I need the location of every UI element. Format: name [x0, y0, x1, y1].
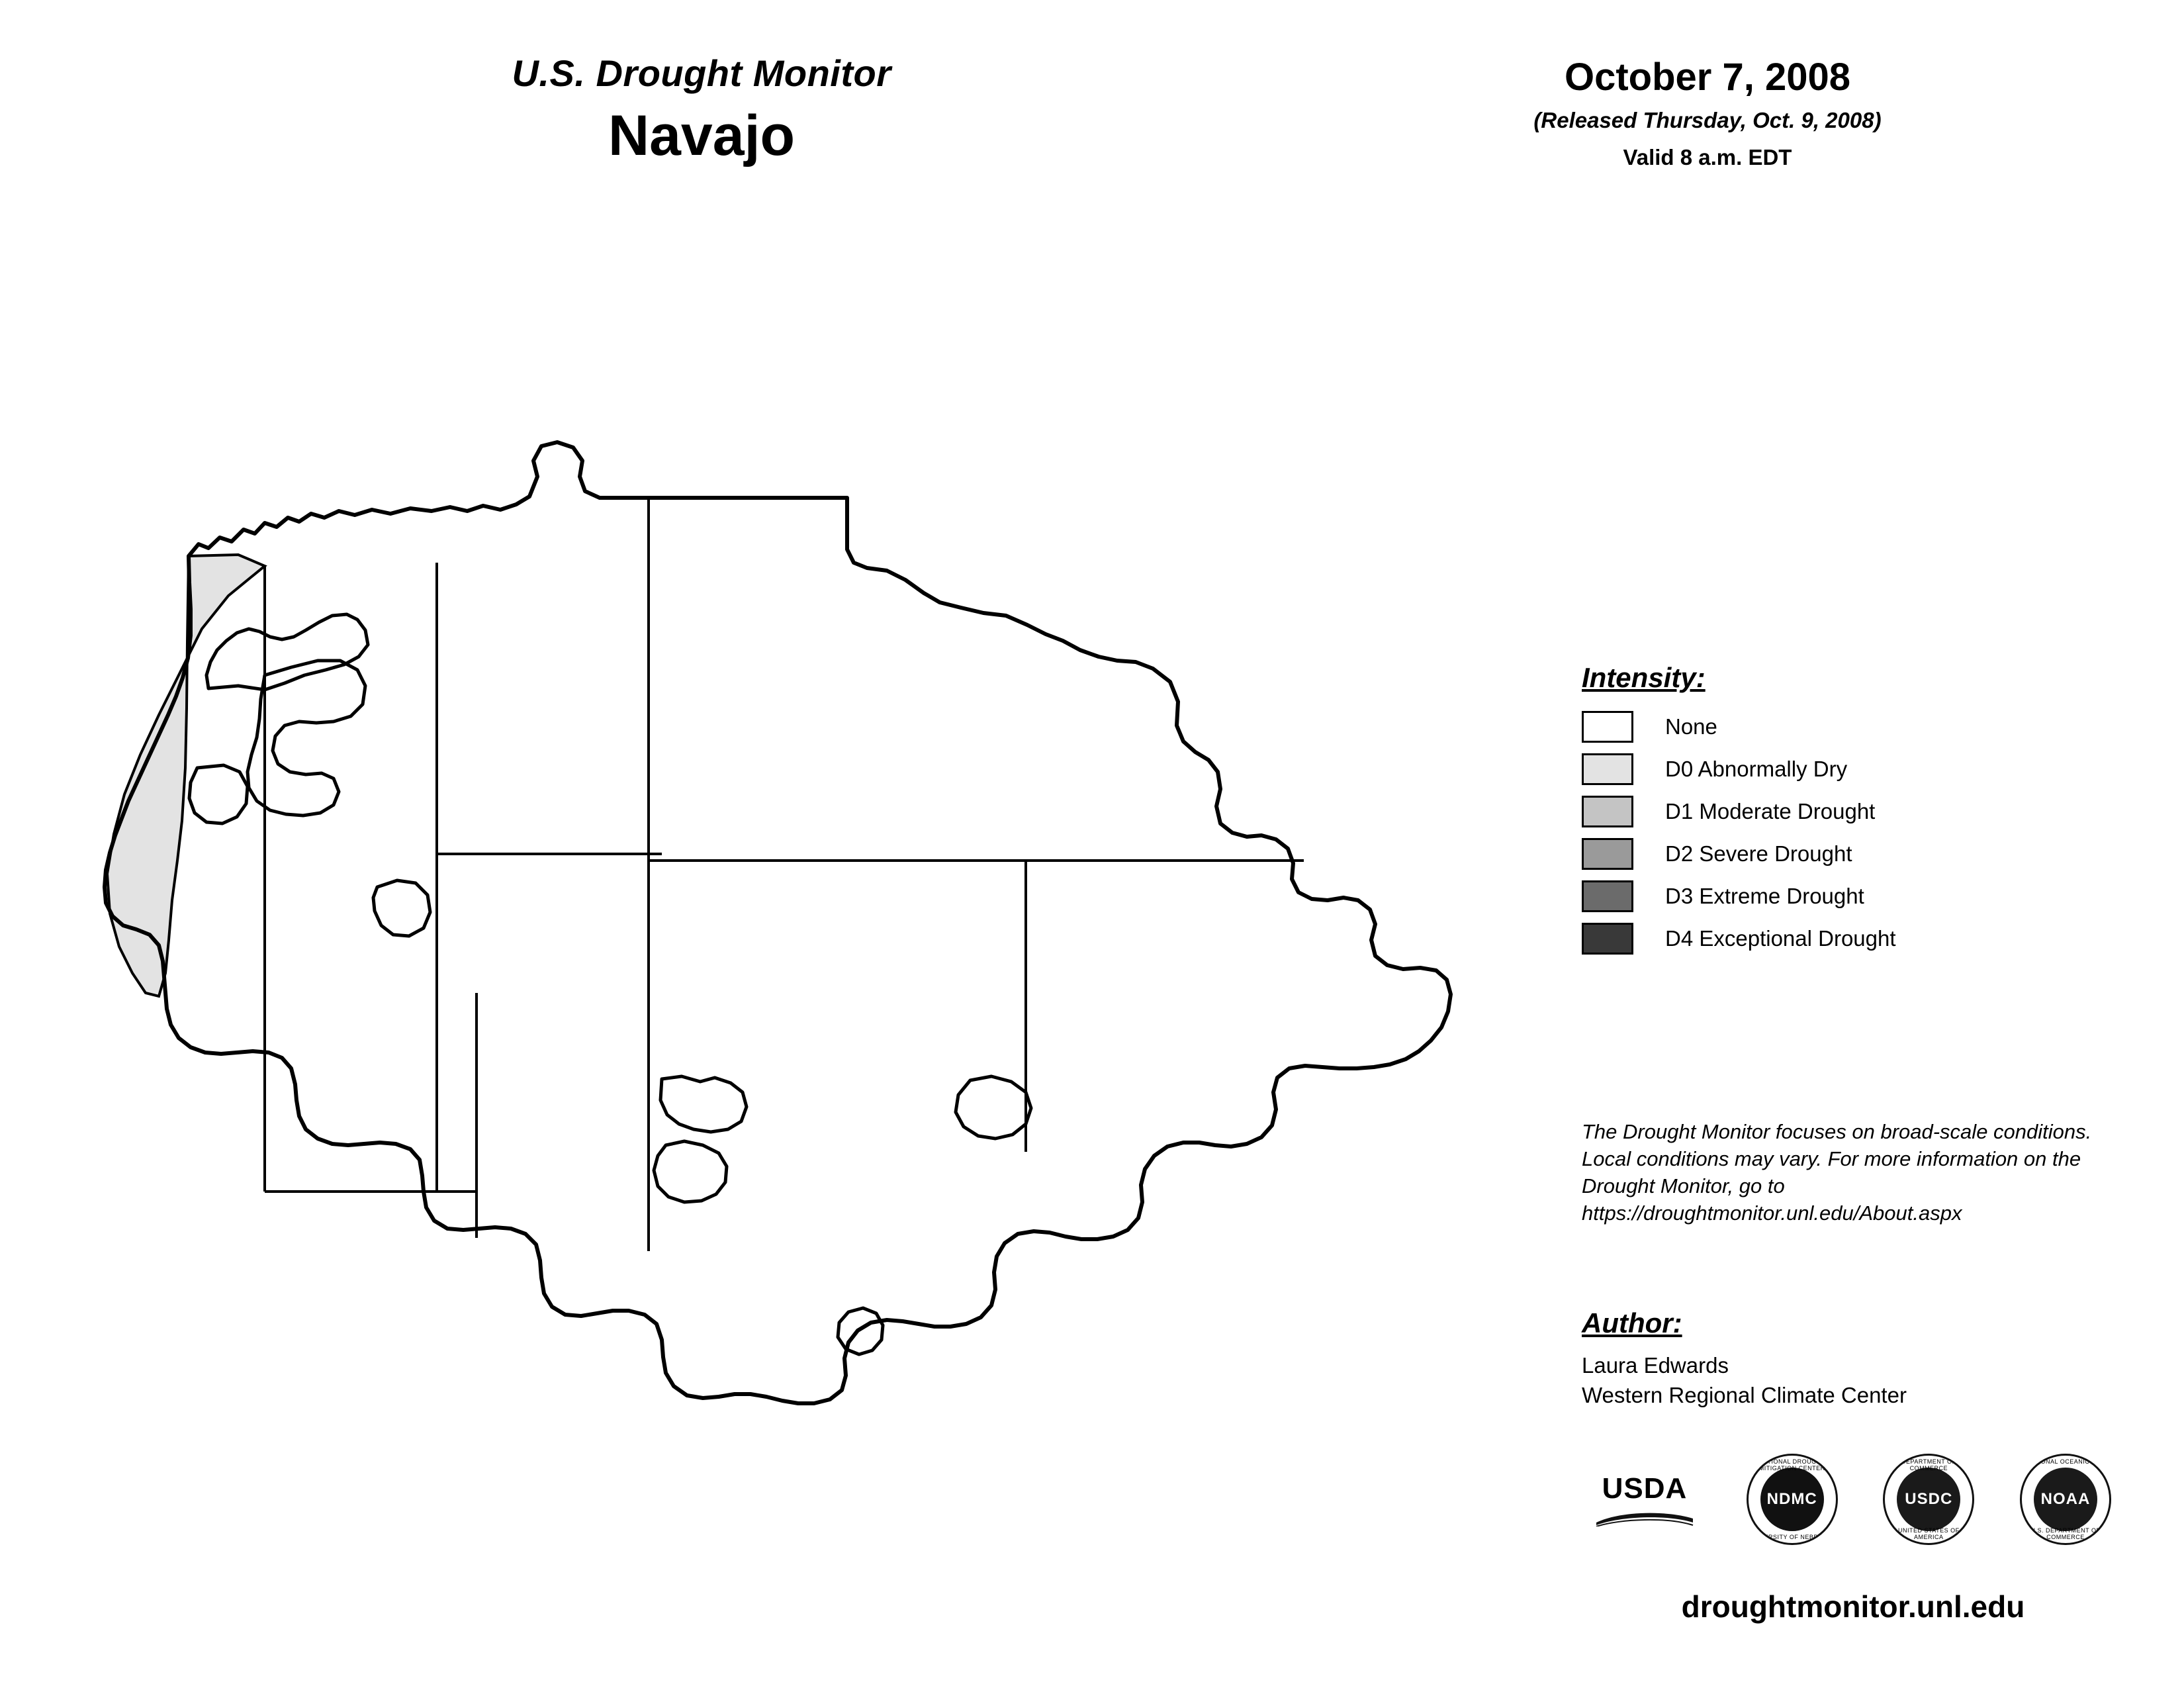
disclaimer-text: The Drought Monitor focuses on broad-scale conditions. Local conditions may vary. For more information on the Drought Monitor, go to https://droughtmonitor.unl.edu/About.aspx: [1582, 1120, 2092, 1225]
legend: [1582, 662, 2105, 965]
valid-time: Valid 8 a.m. EDT: [1623, 144, 1792, 169]
legend-label-d0: D0 Abnormally Dry: [1665, 757, 1848, 781]
legend-item-d4: [1582, 923, 2105, 955]
author-affiliation: Western Regional Climate Center: [1582, 1382, 1907, 1407]
ndmc-logo: [1747, 1454, 1838, 1545]
legend-item-d0: [1582, 753, 2105, 785]
usdc-logo-text: USDC: [1897, 1468, 1960, 1531]
map-title-block: [371, 53, 1032, 165]
noaa-logo-text: NOAA: [2034, 1468, 2097, 1531]
usdc-logo: [1883, 1454, 1974, 1545]
author-name: Laura Edwards: [1582, 1353, 1729, 1378]
usda-logo-text: USDA: [1602, 1472, 1688, 1505]
legend-swatch-d4: [1582, 923, 1633, 955]
legend-swatch-d2: [1582, 838, 1633, 870]
legend-swatch-d0: [1582, 753, 1633, 785]
sub-region-outlines: [189, 614, 430, 936]
legend-swatch-d1: [1582, 796, 1633, 827]
legend-item-d3: [1582, 880, 2105, 912]
region-outline: [105, 442, 1451, 1403]
map-svg: [66, 397, 1509, 1523]
site-url: droughtmonitor.unl.edu: [1681, 1589, 2025, 1624]
author-heading: Author:: [1582, 1307, 1682, 1338]
page-title: Navajo: [608, 103, 796, 167]
usda-logo: [1588, 1463, 1701, 1536]
ndmc-ring-bottom: UNIVERSITY OF NEBRASKA: [1748, 1534, 1836, 1540]
noaa-ring-top: NATIONAL OCEANIC AND: [2026, 1458, 2105, 1465]
legend-item-d2: [1582, 838, 2105, 870]
legend-item-d1: [1582, 796, 2105, 827]
usdc-ring-top: DEPARTMENT OF COMMERCE: [1901, 1458, 1956, 1472]
date-block: [1410, 56, 2005, 170]
valid-date: October 7, 2008: [1565, 56, 1850, 99]
legend-swatch-d3: [1582, 880, 1633, 912]
usda-swoosh-icon: [1595, 1509, 1694, 1526]
release-date: (Released Thursday, Oct. 9, 2008): [1533, 107, 1882, 132]
series-title: U.S. Drought Monitor: [512, 52, 891, 94]
noaa-ring-bottom: U.S. DEPARTMENT OF COMMERCE: [2030, 1527, 2101, 1540]
noaa-logo: [2020, 1454, 2111, 1545]
legend-label-d4: D4 Exceptional Drought: [1665, 926, 1896, 951]
legend-item-none: [1582, 711, 2105, 743]
legend-label-d2: D2 Severe Drought: [1665, 841, 1852, 866]
drought-map: [66, 397, 1509, 1523]
usdc-ring-bottom: UNITED STATES OF AMERICA: [1897, 1527, 1960, 1540]
logo-strip: [1588, 1446, 2111, 1552]
legend-label-none: None: [1665, 714, 1717, 739]
legend-heading: Intensity:: [1582, 662, 1706, 693]
legend-swatch-none: [1582, 711, 1633, 743]
author-block: [1582, 1307, 2111, 1410]
ndmc-ring-top: NATIONAL DROUGHT MITIGATION CENTER: [1758, 1458, 1825, 1472]
legend-label-d1: D1 Moderate Drought: [1665, 799, 1876, 823]
ndmc-logo-text: NDMC: [1760, 1468, 1824, 1531]
detached-parcels: [654, 1076, 1031, 1354]
legend-label-d3: D3 Extreme Drought: [1665, 884, 1864, 908]
internal-boundaries: [265, 498, 1304, 1251]
